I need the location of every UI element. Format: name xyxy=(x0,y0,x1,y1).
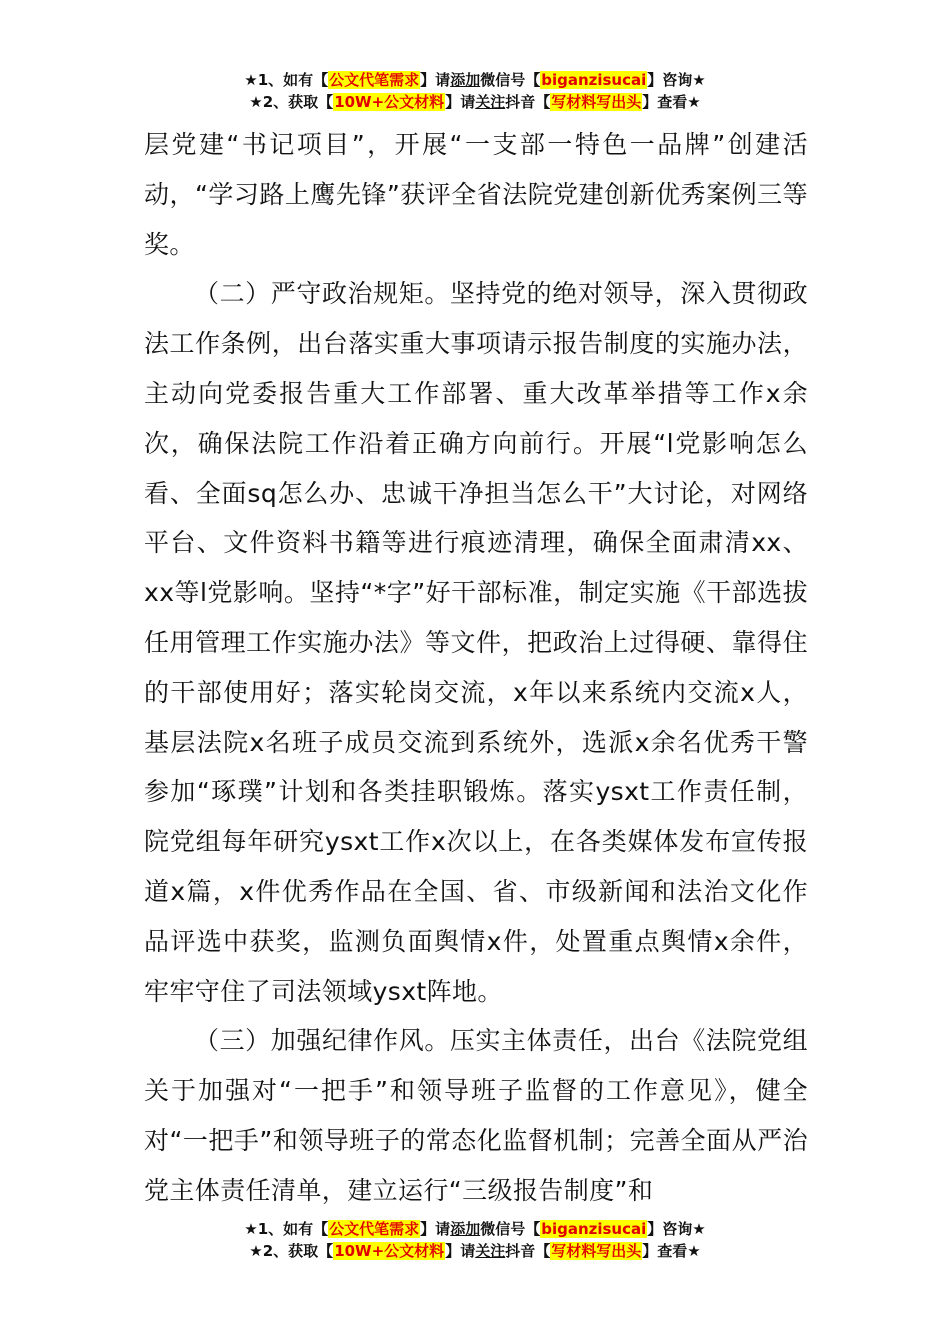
banner-line-2 xyxy=(0,91,950,113)
underlined-text: 添加 xyxy=(450,1220,481,1238)
banner-line-1 xyxy=(0,1218,950,1240)
highlight-service: 公文代笔需求 xyxy=(329,1220,420,1238)
star-icon: ★ xyxy=(249,1242,263,1260)
paragraph-political-rules: （二）严守政治规矩。坚持党的绝对领导，深入贯彻政法工作条例，出台落实重大事项请示报告制度的实施办法，主动向党委报告重大工作部署、重大改革举措等工作x余次，确保法院工作沿着正确方向前行。开展“l党影响怎么看、全面sq怎么办、忠诚干净担当怎么干”大讨论，对网络平台、文件资料书籍等进行痕迹清理，确保全面肃清xx、xx等l党影响。坚持“*字”好干部标准，制定实施《干部选拔任用管理工作实施办法》等文件，把政治上过得硬、靠得住的干部使用好；落实轮岗交流，x年以来系统内交流x人，基层法院x名班子成员交流到系统外，选派x余名优秀干警参加“琢璞”计划和各类挂职锻炼。落实ysxt工作责任制，院党组每年研究ysxt工作x次以上，在各类媒体发布宣传报道x篇，x件优秀作品在全国、省、市级新闻和法治文化作品评选中获奖，监测负面舆情x件，处置重点舆情x余件，牢牢守住了司法领域ysxt阵地。 xyxy=(144,279,808,1006)
star-icon: ★ xyxy=(244,71,258,89)
banner-text: 1、如有【 xyxy=(257,71,329,89)
highlight-douyin: 写材料写出头 xyxy=(551,93,642,111)
banner-text: 】查看★ xyxy=(642,1242,701,1260)
banner-text: 】查看★ xyxy=(642,93,701,111)
star-icon: ★ xyxy=(244,1220,258,1238)
banner-text: 抖音【 xyxy=(505,1242,551,1260)
paragraph-continuation: 层党建“书记项目”，开展“一支部一特色一品牌”创建活动，“学习路上鹰先锋”获评全省法院党建创新优秀案例三等奖。 xyxy=(144,130,808,259)
banner-text: 1、如有【 xyxy=(257,1220,329,1238)
banner-text: 】请 xyxy=(420,1220,451,1238)
underlined-text: 添加 xyxy=(450,71,481,89)
banner-text: 2、获取【 xyxy=(262,1242,334,1260)
banner-text: 】请 xyxy=(445,93,476,111)
banner-text: 微信号【 xyxy=(480,1220,541,1238)
footer-banner xyxy=(0,1218,950,1262)
highlight-materials: 10W+公文材料 xyxy=(334,93,445,111)
highlight-wechat-id: biganzisucai xyxy=(541,1220,647,1238)
banner-line-1 xyxy=(0,69,950,91)
highlight-materials: 10W+公文材料 xyxy=(334,1242,445,1260)
highlight-douyin: 写材料写出头 xyxy=(551,1242,642,1260)
highlight-service: 公文代笔需求 xyxy=(329,71,420,89)
highlight-wechat-id: biganzisucai xyxy=(541,71,647,89)
underlined-text: 关注 xyxy=(475,1242,506,1260)
banner-text: 2、获取【 xyxy=(262,93,334,111)
header-banner xyxy=(0,69,950,113)
banner-text: 抖音【 xyxy=(505,93,551,111)
banner-text: 】咨询★ xyxy=(647,71,706,89)
banner-text: 】请 xyxy=(445,1242,476,1260)
star-icon: ★ xyxy=(249,93,263,111)
banner-line-2 xyxy=(0,1240,950,1262)
paragraph-discipline: （三）加强纪律作风。压实主体责任，出台《法院党组关于加强对“一把手”和领导班子监督的工作意见》，健全对“一把手”和领导班子的常态化监督机制；完善全面从严治党主体责任清单，建立运行“三级报告制度”和 xyxy=(144,1026,808,1205)
document-body xyxy=(144,120,808,1216)
banner-text: 微信号【 xyxy=(480,71,541,89)
banner-text: 】请 xyxy=(420,71,451,89)
banner-text: 】咨询★ xyxy=(647,1220,706,1238)
underlined-text: 关注 xyxy=(475,93,506,111)
